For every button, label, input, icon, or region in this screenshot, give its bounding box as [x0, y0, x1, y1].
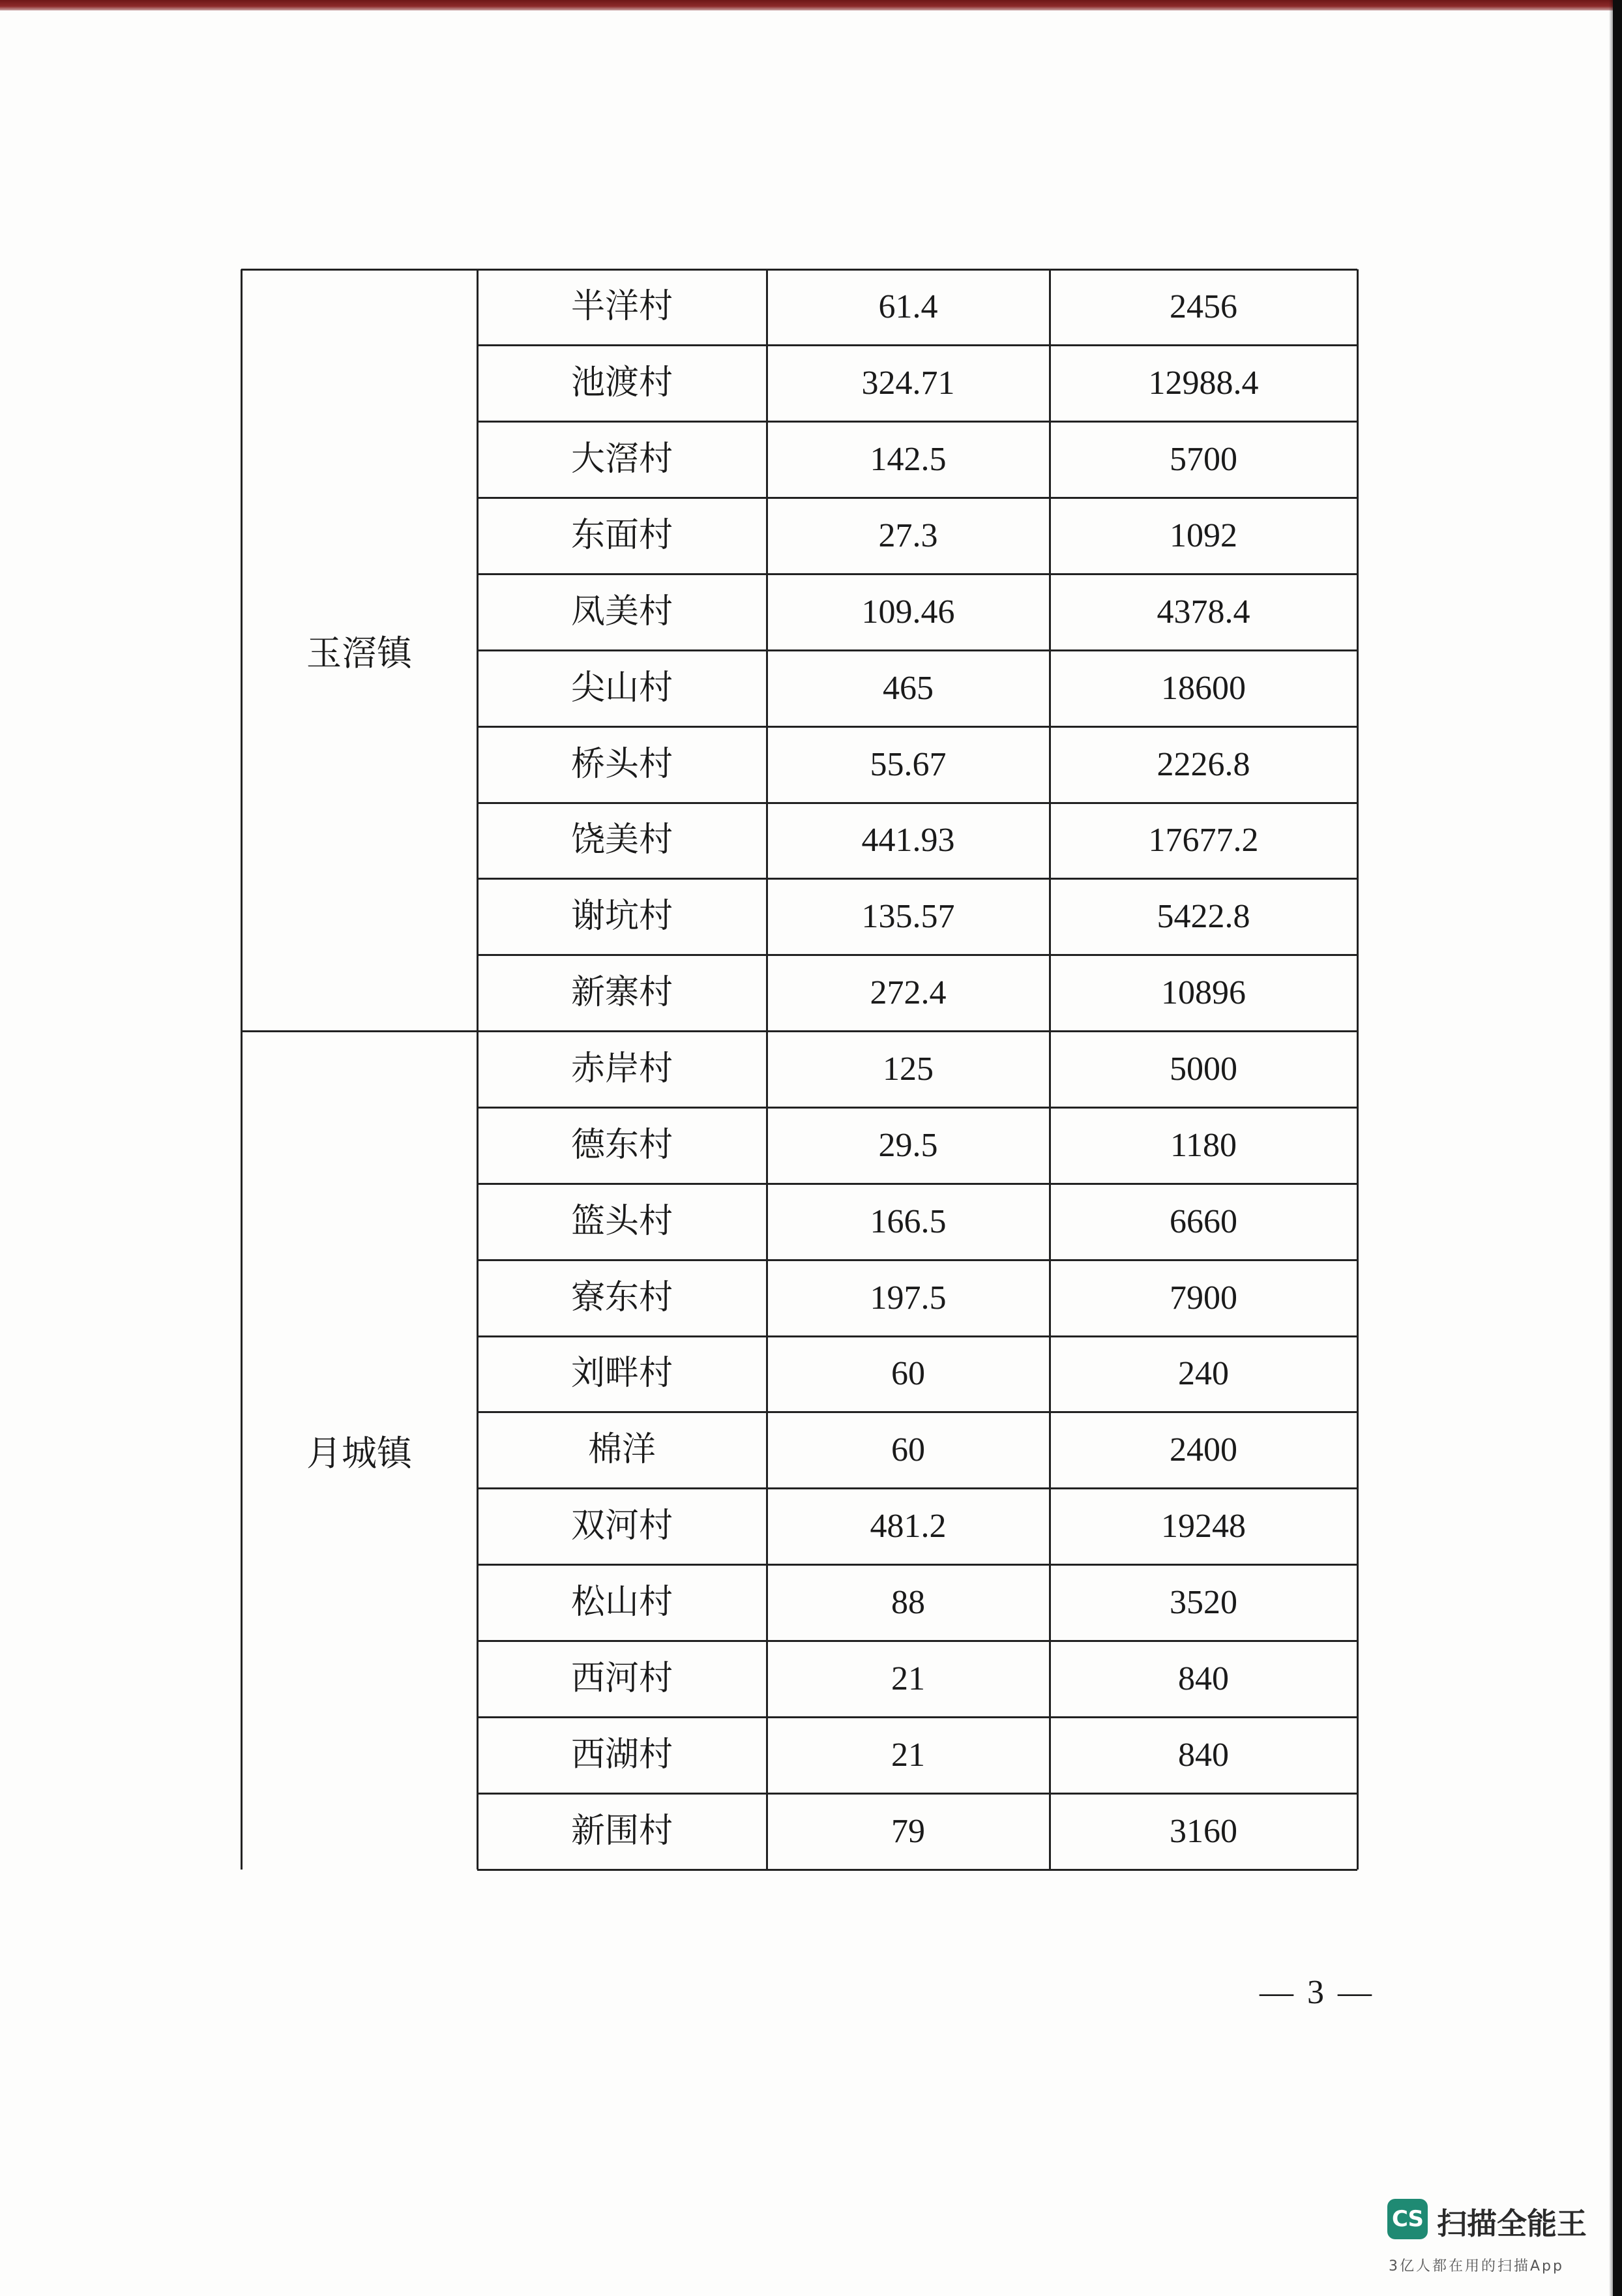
area-value-cell: 60: [891, 1355, 925, 1393]
village-name-cell: 池渡村: [570, 365, 673, 402]
amount-value-cell: 5700: [1170, 441, 1237, 479]
village-name-cell: 饶美村: [570, 822, 673, 859]
area-value-cell: 55.67: [870, 745, 947, 783]
amount-value-cell: 6660: [1170, 1202, 1237, 1240]
amount-value-cell: 3520: [1170, 1583, 1237, 1621]
amount-value-cell: 12988.4: [1148, 365, 1259, 402]
amount-value-cell: 3160: [1170, 1812, 1237, 1850]
village-name-cell: 西河村: [570, 1660, 673, 1697]
area-value-cell: 481.2: [870, 1508, 947, 1545]
town-name-cell: 月城镇: [306, 1433, 412, 1473]
village-name-cell: 寮东村: [570, 1279, 673, 1317]
amount-value-cell: 5422.8: [1157, 898, 1250, 936]
village-name-cell: 尖山村: [570, 669, 673, 707]
camscanner-logo-icon: CS: [1387, 2199, 1428, 2239]
amount-value-cell: 840: [1178, 1736, 1229, 1774]
village-name-cell: 赤岸村: [570, 1050, 673, 1088]
village-name-cell: 新围村: [570, 1812, 673, 1850]
village-data-table: [241, 269, 1357, 1870]
village-name-cell: 篮头村: [570, 1202, 673, 1240]
scan-top-edge: [0, 0, 1622, 10]
village-name-cell: 凤美村: [570, 593, 673, 631]
amount-value-cell: 2400: [1170, 1431, 1237, 1469]
village-name-cell: 大滘村: [570, 441, 673, 479]
village-name-cell: 桥头村: [570, 745, 673, 783]
amount-value-cell: 19248: [1161, 1508, 1246, 1545]
village-name-cell: 棉洋: [587, 1431, 656, 1469]
amount-value-cell: 2226.8: [1157, 745, 1250, 783]
area-value-cell: 125: [883, 1050, 934, 1088]
amount-value-cell: 7900: [1170, 1279, 1237, 1317]
amount-value-cell: 18600: [1161, 669, 1246, 707]
area-value-cell: 465: [883, 669, 934, 707]
village-name-cell: 半洋村: [570, 288, 673, 326]
amount-value-cell: 840: [1178, 1660, 1229, 1697]
area-value-cell: 324.71: [861, 365, 955, 402]
area-value-cell: 60: [891, 1431, 925, 1469]
area-value-cell: 109.46: [861, 593, 955, 631]
watermark-tagline: 3亿人都在用的扫描App: [1389, 2258, 1564, 2274]
area-value-cell: 29.5: [878, 1126, 938, 1164]
town-name-cell: 玉滘镇: [306, 633, 412, 673]
area-value-cell: 21: [891, 1736, 925, 1774]
area-value-cell: 135.57: [861, 898, 955, 936]
village-name-cell: 双河村: [570, 1508, 673, 1545]
village-name-cell: 西湖村: [570, 1736, 673, 1774]
amount-value-cell: 1092: [1170, 516, 1237, 554]
village-name-cell: 东面村: [570, 516, 673, 554]
village-name-cell: 松山村: [570, 1583, 673, 1621]
amount-value-cell: 2456: [1170, 288, 1237, 326]
village-name-cell: 谢坑村: [570, 898, 673, 936]
page-number: — 3 —: [1260, 1973, 1374, 2011]
scan-right-edge: [1613, 0, 1622, 2296]
amount-value-cell: 10896: [1161, 974, 1246, 1012]
village-name-cell: 刘畔村: [570, 1355, 673, 1393]
area-value-cell: 88: [891, 1583, 925, 1621]
area-value-cell: 441.93: [861, 822, 955, 859]
area-value-cell: 21: [891, 1660, 925, 1697]
area-value-cell: 197.5: [870, 1279, 947, 1317]
amount-value-cell: 17677.2: [1148, 822, 1259, 859]
area-value-cell: 79: [891, 1812, 925, 1850]
village-name-cell: 德东村: [570, 1126, 673, 1164]
amount-value-cell: 1180: [1170, 1126, 1237, 1164]
watermark-app-name: 扫描全能王: [1437, 2206, 1587, 2241]
area-value-cell: 27.3: [878, 516, 938, 554]
area-value-cell: 61.4: [878, 288, 938, 326]
amount-value-cell: 240: [1178, 1355, 1229, 1393]
village-name-cell: 新寨村: [570, 974, 673, 1012]
amount-value-cell: 4378.4: [1157, 593, 1250, 631]
area-value-cell: 272.4: [870, 974, 947, 1012]
amount-value-cell: 5000: [1170, 1050, 1237, 1088]
scanner-watermark: [1382, 2195, 1591, 2286]
area-value-cell: 166.5: [870, 1202, 947, 1240]
area-value-cell: 142.5: [870, 441, 947, 479]
